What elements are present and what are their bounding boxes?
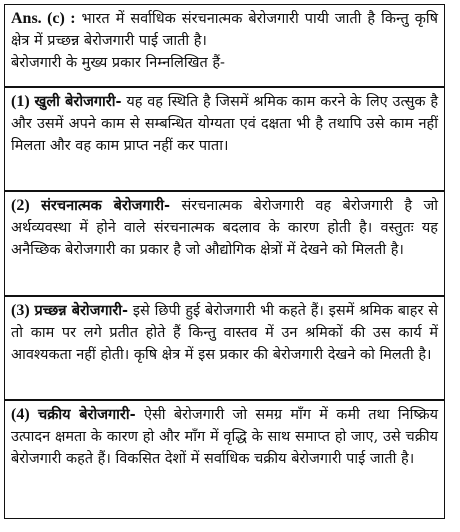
type-number: (3): [11, 302, 30, 319]
type-cyclical-unemployment: [4, 400, 445, 519]
answer-intro: [11, 8, 438, 52]
type-paragraph: [11, 91, 438, 157]
answer-intro-box: [4, 4, 445, 87]
type-number: (1): [11, 93, 30, 110]
type-title: प्रच्छन्न बेरोजगारी-: [34, 303, 129, 319]
types-intro: बेरोजगारी के मुख्य प्रकार निम्नलिखित हैं-: [11, 55, 225, 71]
type-text: इसे छिपी हुई बेरोजगारी भी कहते हैं। इसमें श्रमिक बाहर से तो काम पर लगे प्रतीत होते हैं किन्तु वास्तव में उन श्रमिकों की उस कार्य में आवश्यकता नहीं होती। कृषि क्षेत्र में इस प्रकार की बेरोजगारी देखने को मिलती है।: [11, 303, 439, 363]
type-paragraph: [11, 404, 438, 470]
type-text: ऐसी बेरोजगारी जो समग्र माँग में कमी तथा निष्क्रिय उत्पादन क्षमता के कारण हो और माँग में वृद्धि के साथ समाप्त हो जाए, उसे चक्रीय बेरोजगारी कहते हैं। विकसित देशों में सर्वाधिक चक्रीय बेरोजगारी पाई जाती है।: [11, 407, 439, 467]
type-title: संरचनात्मक बेरोजगारी-: [41, 198, 170, 214]
type-title: चक्रीय बेरोजगारी-: [38, 407, 136, 423]
type-open-unemployment: [4, 87, 445, 191]
type-paragraph: [11, 195, 438, 261]
type-structural-unemployment: [4, 191, 445, 296]
type-text: संरचनात्मक बेरोजगारी वह बेरोजगारी है जो अर्थव्यवस्था में होने वाले संरचनात्मक बदलाव के कारण होती है। वस्तुतः यह अनैच्छिक बेरोजगारी का प्रकार है जो औद्योगिक क्षेत्रों में देखने को मिलती है।: [11, 198, 439, 258]
type-text: यह वह स्थिति है जिसमें श्रमिक काम करने के लिए उत्सुक है और उसमें अपने काम से सम्बन्धित योग्यता एवं दक्षता भी है तथापि उसे काम नहीं मिलता और वह काम प्राप्त नहीं कर पाता।: [11, 94, 439, 154]
type-number: (4): [11, 406, 30, 423]
type-paragraph: [11, 300, 438, 366]
answer-statement: भारत में सर्वाधिक संरचनात्मक बेरोजगारी पायी जाती है किन्तु कृषि क्षेत्र में प्रच्छन्न बेरोजगारी पाई जाती है।: [11, 11, 439, 49]
type-disguised-unemployment: [4, 296, 445, 400]
type-title: खुली बेरोजगारी-: [34, 94, 122, 110]
answer-label: Ans. (c) :: [11, 10, 76, 27]
type-number: (2): [11, 197, 30, 214]
